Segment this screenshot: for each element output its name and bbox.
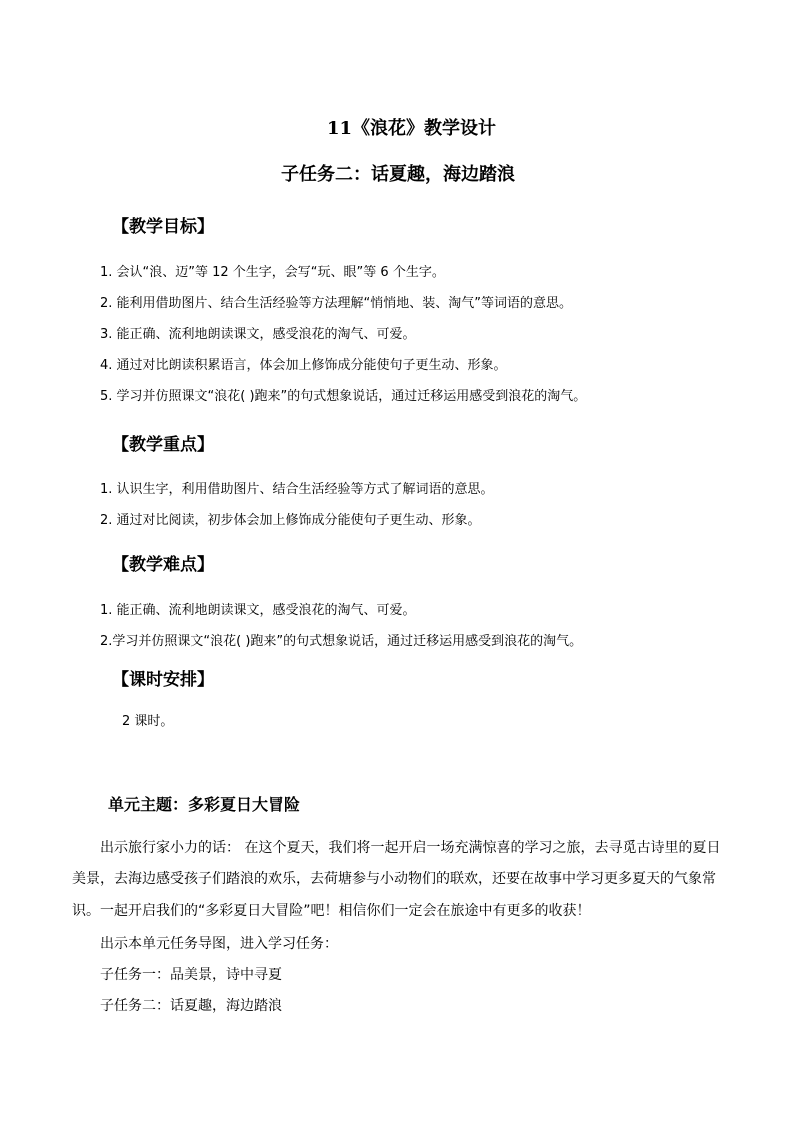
document-subtitle: 子任务二：话夏趣，海边踏浪	[281, 164, 515, 185]
schedule-text: 2 课时。	[122, 714, 174, 729]
subtask-two: 子任务二：话夏趣，海边踏浪	[100, 998, 282, 1014]
unit-intro-line: 美景，去海边感受孩子们踏浪的欢乐，去荷塘参与小动物们的联欢，还要在故事中学习更多夏天的气象常	[72, 871, 716, 887]
objective-item: 2. 能利用借助图片、结合生活经验等方法理解“悄悄地、装、淘气”等词语的意思。	[100, 296, 573, 311]
task-map-intro: 出示本单元任务导图，进入学习任务：	[100, 936, 338, 952]
objective-item: 4. 通过对比朗读积累语言，体会加上修饰成分能使句子更生动、形象。	[100, 358, 507, 373]
unit-intro-line: 出示旅行家小力的话： 在这个夏天，我们将一起开启一场充满惊喜的学习之旅，去寻觅古诗里的夏日	[100, 840, 721, 856]
difficulty-item: 1. 能正确、流利地朗读课文，感受浪花的淘气、可爱。	[100, 603, 416, 618]
unit-intro-line: 识。一起开启我们的“多彩夏日大冒险”吧！相信你们一定会在旅途中有更多的收获！	[72, 903, 591, 919]
document-title: 11《浪花》教学设计	[327, 118, 497, 139]
key-point-item: 1. 认识生字，利用借助图片、结合生活经验等方式了解词语的意思。	[100, 482, 494, 497]
key-points-heading: 【教学重点】	[112, 435, 214, 455]
objectives-heading: 【教学目标】	[112, 217, 214, 237]
difficulties-heading: 【教学难点】	[112, 555, 214, 575]
unit-theme-heading: 单元主题：多彩夏日大冒险	[108, 795, 301, 814]
objective-item: 5. 学习并仿照课文“浪花( )跑来”的句式想象说话，通过迁移运用感受到浪花的淘气。	[100, 389, 587, 404]
difficulty-item: 2.学习并仿照课文“浪花( )跑来”的句式想象说话，通过迁移运用感受到浪花的淘气。	[100, 634, 583, 649]
schedule-heading: 【课时安排】	[112, 670, 214, 690]
subtask-one: 子任务一：品美景，诗中寻夏	[100, 967, 282, 983]
objective-item: 1. 会认“浪、迈”等 12 个生字，会写“玩、眼”等 6 个生字。	[100, 265, 445, 280]
key-point-item: 2. 通过对比阅读，初步体会加上修饰成分能使句子更生动、形象。	[100, 513, 481, 528]
objective-item: 3. 能正确、流利地朗读课文，感受浪花的淘气、可爱。	[100, 327, 416, 342]
